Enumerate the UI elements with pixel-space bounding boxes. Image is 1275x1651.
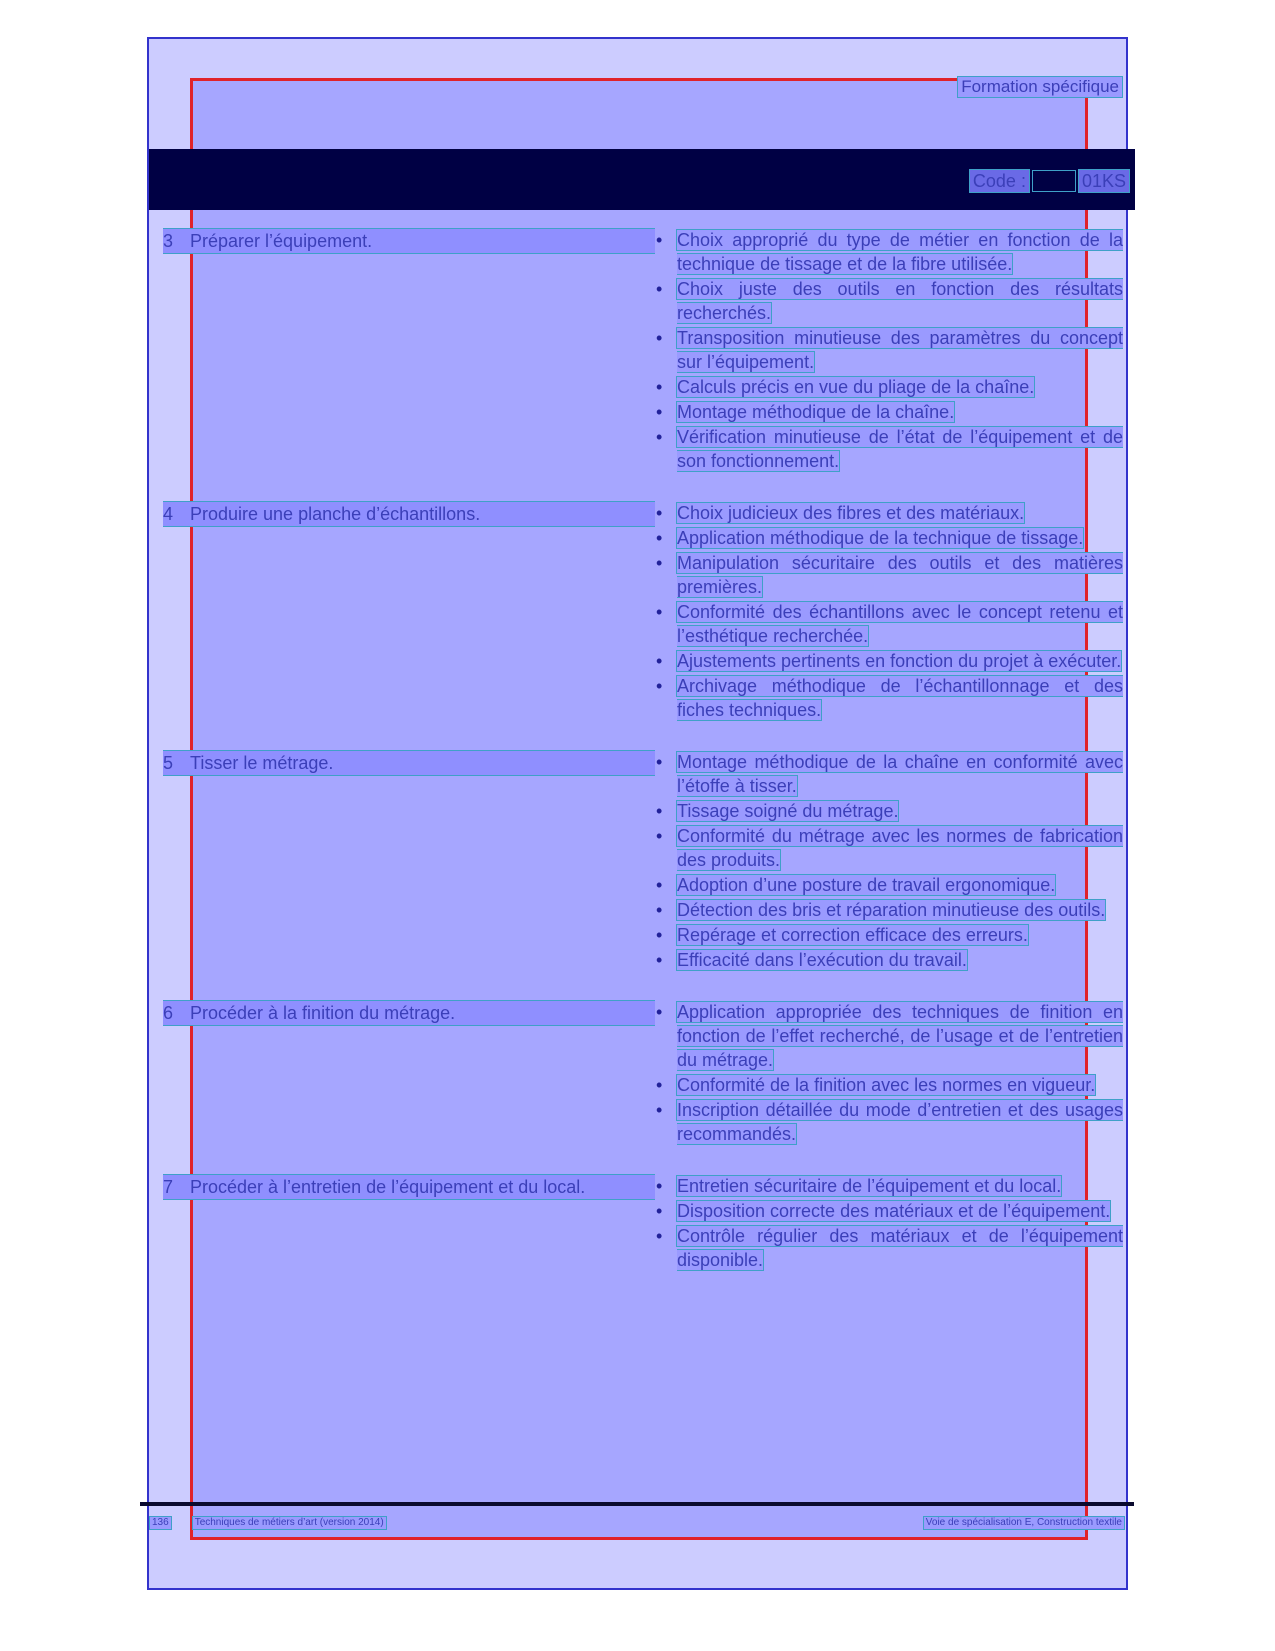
criterion-text: Choix judicieux des fibres et des matériaux.	[677, 503, 1025, 523]
code-banner	[149, 149, 1135, 210]
competency-table	[163, 228, 1123, 1273]
criterion-text: Conformité du métrage avec les normes de fabrication des produits.	[677, 826, 1123, 870]
criterion-item	[655, 1199, 1123, 1223]
criterion-text: Adoption d’une posture de travail ergonomique.	[677, 875, 1056, 895]
footer-divider	[140, 1502, 1134, 1506]
criterion-item	[655, 923, 1123, 947]
criterion-text: Transposition minutieuse des paramètres du concept sur l’équipement.	[677, 328, 1123, 372]
element-title: Préparer l’équipement.	[190, 228, 655, 254]
criterion-text: Conformité des échantillons avec le concept retenu et l’esthétique recherchée.	[677, 602, 1123, 646]
criteria-list	[655, 1000, 1123, 1146]
criteria-list	[655, 501, 1123, 722]
criteria-list	[655, 1174, 1123, 1272]
element-number: 5	[163, 750, 190, 776]
criterion-text: Tissage soigné du métrage.	[677, 801, 899, 821]
document-title: Techniques de métiers d’art (version 2014)	[192, 1516, 387, 1530]
page-number: 136	[149, 1516, 172, 1530]
criterion-item	[655, 501, 1123, 525]
criterion-item	[655, 425, 1123, 473]
criterion-text: Choix juste des outils en fonction des résultats recherchés.	[677, 279, 1123, 323]
criterion-text: Montage méthodique de la chaîne.	[677, 402, 955, 422]
criterion-text: Manipulation sécuritaire des outils et des matières premières.	[677, 553, 1123, 597]
element-number: 7	[163, 1174, 190, 1200]
criterion-item	[655, 400, 1123, 424]
table-row	[163, 750, 1123, 973]
footer-left	[149, 1516, 387, 1530]
table-row	[163, 501, 1123, 723]
criterion-item	[655, 948, 1123, 972]
criterion-text: Calculs précis en vue du pliage de la chaîne.	[677, 377, 1035, 397]
criterion-item	[655, 1224, 1123, 1272]
criterion-item	[655, 326, 1123, 374]
criterion-text: Montage méthodique de la chaîne en conformité avec l’étoffe à tisser.	[677, 752, 1123, 796]
criteria-cell	[655, 1174, 1123, 1273]
footer-section-label: Voie de spécialisation E, Construction textile	[923, 1516, 1125, 1530]
criteria-cell	[655, 1000, 1123, 1147]
criterion-item	[655, 375, 1123, 399]
code-group	[969, 169, 1130, 193]
criterion-text: Contrôle régulier des matériaux et de l’équipement disponible.	[677, 1226, 1123, 1270]
table-row	[163, 1174, 1123, 1273]
criterion-text: Efficacité dans l’exécution du travail.	[677, 950, 967, 970]
criterion-text: Détection des bris et réparation minutieuse des outils.	[677, 900, 1106, 920]
criteria-cell	[655, 501, 1123, 723]
criterion-text: Choix approprié du type de métier en fonction de la technique de tissage et de la fibre utilisée.	[677, 230, 1123, 274]
criterion-item	[655, 600, 1123, 648]
criterion-text: Archivage méthodique de l’échantillonnage et des fiches techniques.	[677, 676, 1123, 720]
element-cell	[163, 501, 655, 527]
element-title: Produire une planche d’échantillons.	[190, 501, 655, 527]
criterion-item	[655, 873, 1123, 897]
element-title: Procéder à la finition du métrage.	[190, 1000, 655, 1026]
criterion-item	[655, 228, 1123, 276]
criterion-item	[655, 799, 1123, 823]
criterion-text: Application appropriée des techniques de finition en fonction de l’effet recherché, de l’usage et de l’entretien du métrage.	[677, 1002, 1123, 1070]
criterion-item	[655, 526, 1123, 550]
criteria-cell	[655, 228, 1123, 474]
code-value: 01KS	[1078, 169, 1130, 193]
criterion-item	[655, 551, 1123, 599]
criterion-item	[655, 674, 1123, 722]
element-number: 6	[163, 1000, 190, 1026]
criterion-text: Conformité de la finition avec les normes en vigueur.	[677, 1075, 1096, 1095]
table-row	[163, 228, 1123, 474]
criterion-text: Vérification minutieuse de l’état de l’équipement et de son fonctionnement.	[677, 427, 1123, 471]
section-heading: Formation spécifique	[957, 76, 1123, 98]
criterion-text: Disposition correcte des matériaux et de l’équipement.	[677, 1201, 1111, 1221]
element-title: Tisser le métrage.	[190, 750, 655, 776]
code-spacer	[1032, 170, 1076, 192]
element-number: 4	[163, 501, 190, 527]
element-cell	[163, 1000, 655, 1026]
element-cell	[163, 750, 655, 776]
criterion-item	[655, 898, 1123, 922]
criterion-item	[655, 277, 1123, 325]
criteria-list	[655, 750, 1123, 972]
criterion-item	[655, 1000, 1123, 1072]
criteria-cell	[655, 750, 1123, 973]
criterion-item	[655, 649, 1123, 673]
criterion-item	[655, 824, 1123, 872]
criterion-text: Entretien sécuritaire de l’équipement et du local.	[677, 1176, 1062, 1196]
element-number: 3	[163, 228, 190, 254]
code-label: Code :	[969, 169, 1030, 193]
criterion-item	[655, 1073, 1123, 1097]
criteria-list	[655, 228, 1123, 473]
criterion-item	[655, 1098, 1123, 1146]
table-row	[163, 1000, 1123, 1147]
criterion-text: Repérage et correction efficace des erreurs.	[677, 925, 1028, 945]
criterion-text: Ajustements pertinents en fonction du projet à exécuter.	[677, 651, 1122, 671]
element-cell	[163, 1174, 655, 1200]
criterion-text: Inscription détaillée du mode d’entretien et des usages recommandés.	[677, 1100, 1123, 1144]
element-cell	[163, 228, 655, 254]
element-title: Procéder à l’entretien de l’équipement et du local.	[190, 1174, 655, 1200]
criterion-item	[655, 1174, 1123, 1198]
criterion-item	[655, 750, 1123, 798]
criterion-text: Application méthodique de la technique de tissage.	[677, 528, 1084, 548]
